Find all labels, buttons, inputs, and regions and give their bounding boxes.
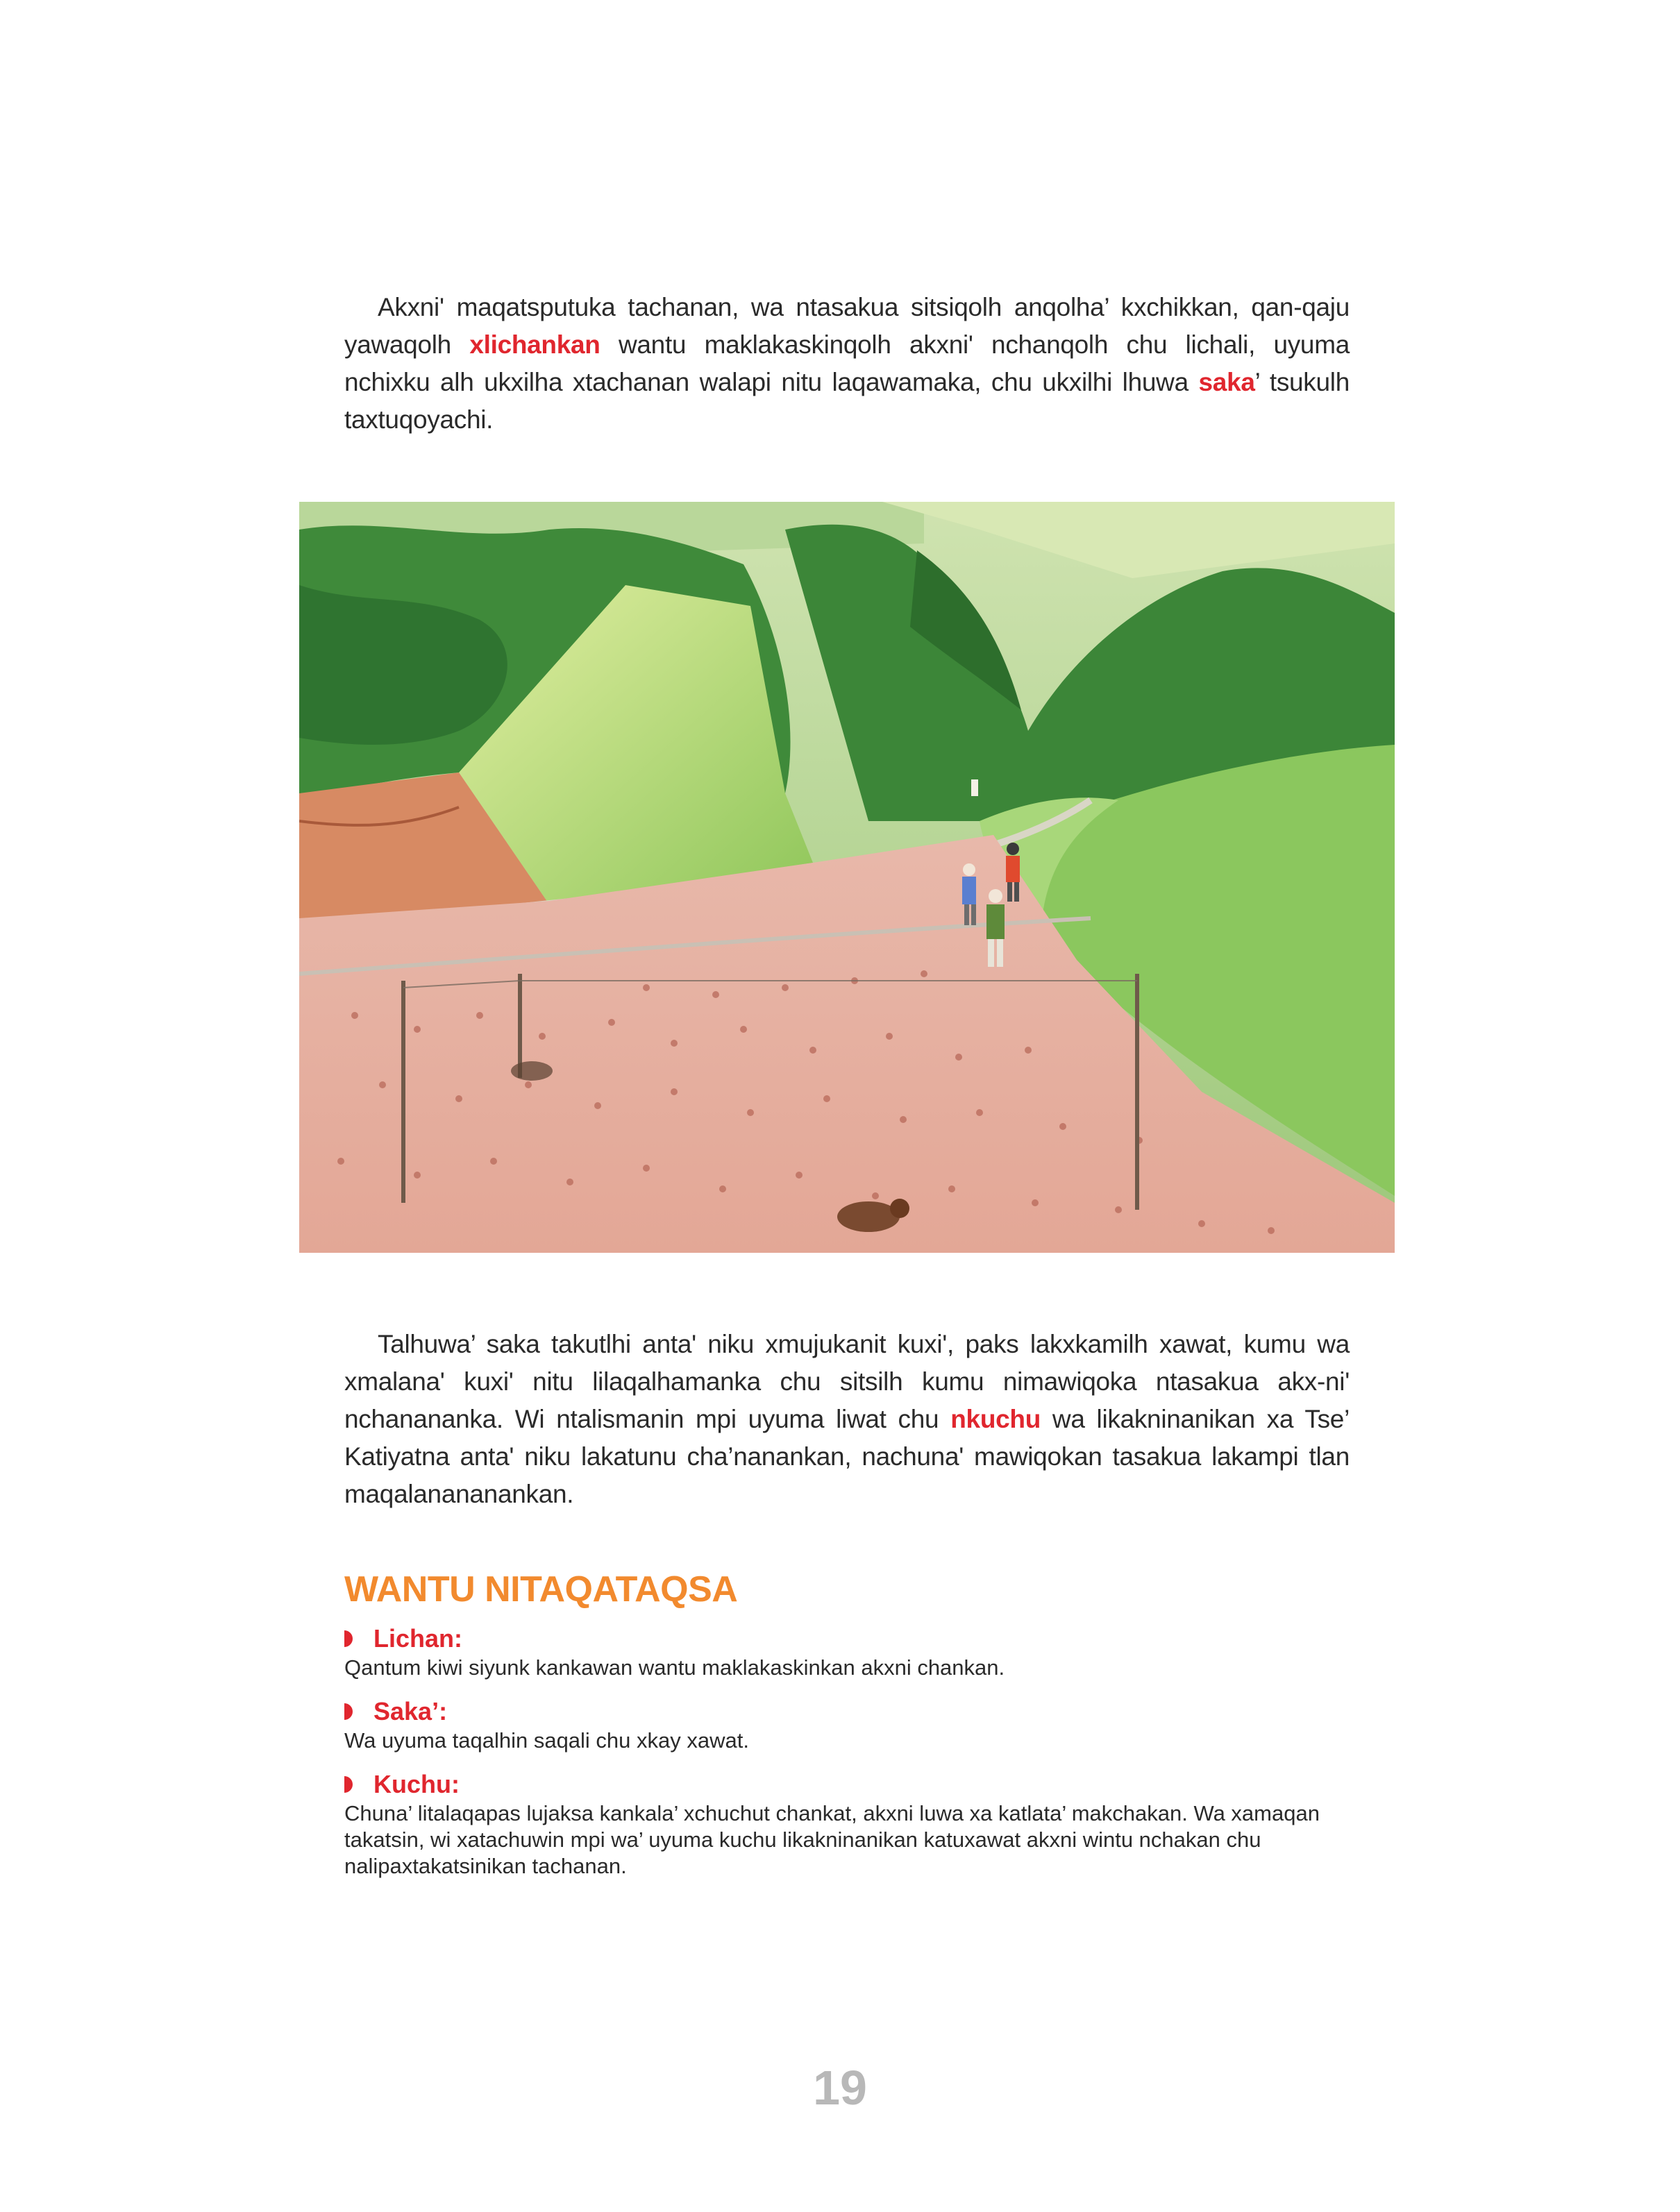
bullet-icon [344, 1630, 353, 1647]
paragraph-1 [344, 289, 1350, 439]
glossary-term [344, 1770, 1350, 1799]
highlight-term-xlichankan: xlichankan [469, 330, 600, 359]
paragraph-2-text-b: wa likakninanikan xa Tse’ Katiyatna anta' niku lakatunu cha’nanankan, nachuna' mawiqokan tasakua lakampi tlan maqalanananankan. [344, 1405, 1350, 1508]
glossary-item [344, 1624, 1350, 1681]
paragraph-2-text-a: Talhuwa’ saka takutlhi anta' niku xmujukanit kuxi', paks lakxkamilh xawat, kumu wa xmalana' kuxi' nitu lilaqalhamanka chu sitsilh kumu nimawiqoka ntasakua akx-ni' nchanananka. Wi ntalismanin mpi uyuma liwat chu [344, 1330, 1350, 1433]
paragraph-1-text-a: Akxni' maqatsputuka tachanan, wa ntasakua sitsiqolh anqolha’ kxchikkan, qan-qaju yawaqolh [344, 293, 1350, 359]
glossary-definition: Chuna’ litalaqapas lujaksa kankala’ xchuchut chankat, akxni luwa xa katlata’ makchakan. Wa xamaqan takatsin, wi xatachuwin mpi wa’ uyuma kuchu likakninanikan katuxawat akxni wintu nchakan chu nalipaxtakatsinikan tachanan. [344, 1801, 1320, 1878]
page-number: 19 [813, 2061, 867, 2115]
paragraph-1-text-b: wantu maklakaskinqolh akxni' nchanqolh chu lichali, uyuma nchixku alh ukxilha xtachanan walapi nitu laqawamaka, chu ukxilhi lhuwa [344, 330, 1350, 396]
highlight-term-saka: saka [1198, 368, 1255, 396]
glossary-title: WANTU NITAQATAQSA [344, 1569, 738, 1610]
glossary-definition: Qantum kiwi siyunk kankawan wantu maklakaskinkan akxni chankan. [344, 1655, 1005, 1680]
glossary-term [344, 1697, 1350, 1726]
glossary-item [344, 1697, 1350, 1754]
glossary-term-label: Kuchu: [373, 1770, 460, 1798]
bullet-icon [344, 1703, 353, 1720]
field-landscape-illustration [299, 502, 1395, 1253]
glossary-definition: Wa uyuma taqalhin saqali chu xkay xawat. [344, 1728, 749, 1753]
glossary-item [344, 1770, 1350, 1880]
paragraph-1-text-c: ’ tsukulh taxtuqoyachi. [344, 368, 1350, 434]
glossary-term-label: Saka’: [373, 1697, 448, 1725]
highlight-term-nkuchu: nkuchu [950, 1405, 1041, 1433]
glossary-term [344, 1624, 1350, 1653]
bullet-icon [344, 1776, 353, 1793]
glossary-term-label: Lichan: [373, 1624, 463, 1653]
paragraph-2 [344, 1326, 1350, 1513]
